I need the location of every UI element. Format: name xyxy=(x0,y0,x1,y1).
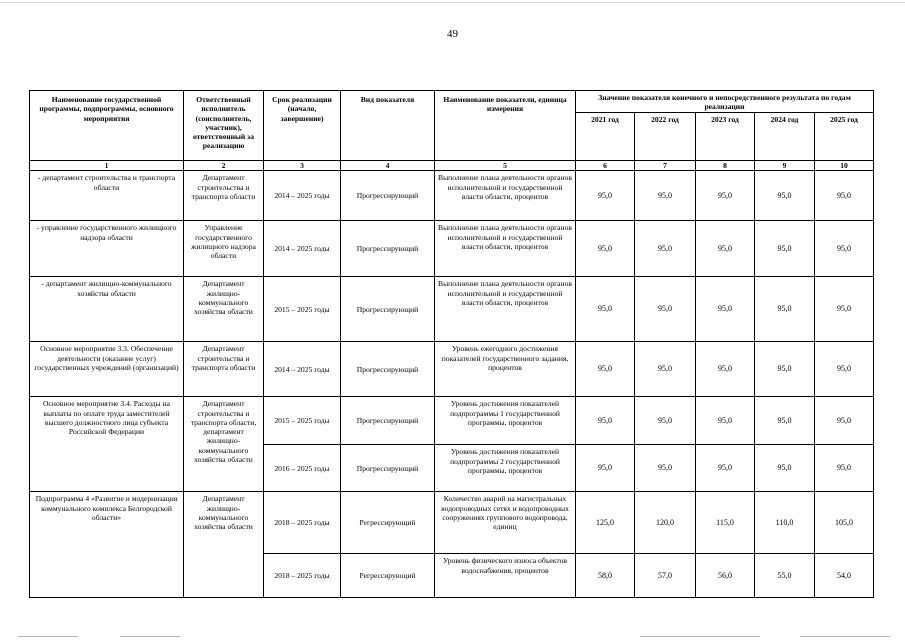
row-period: 2018 – 2025 годы xyxy=(264,554,341,598)
row-value: 95,0 xyxy=(755,171,815,221)
row-period: 2015 – 2025 годы xyxy=(264,277,341,342)
header-year: 2021 год xyxy=(576,113,635,161)
row-type: Прогрессирующий xyxy=(341,445,435,492)
row-value: 95,0 xyxy=(815,445,874,492)
row-value: 55,0 xyxy=(755,554,815,598)
scan-artifact-bottom xyxy=(18,636,78,637)
row-value: 95,0 xyxy=(576,342,635,397)
row-value: 95,0 xyxy=(696,397,755,445)
column-number: 1 xyxy=(30,161,184,171)
row-name: - управление государственного жилищного надзора области xyxy=(30,221,184,277)
header-period: Срок реализации (начало, завершение) xyxy=(264,91,341,161)
row-value: 95,0 xyxy=(815,342,874,397)
header-year: 2022 год xyxy=(635,113,696,161)
header-row-1 xyxy=(30,91,874,113)
row-value: 95,0 xyxy=(696,277,755,342)
row-name: - департамент жилищно-коммунального хозяйства области xyxy=(30,277,184,342)
row-value: 115,0 xyxy=(696,492,755,554)
header-name: Наименование государственной программы, подпрограммы, основного мероприятия xyxy=(30,91,184,161)
row-type: Регрессирующий xyxy=(341,554,435,598)
row-value: 95,0 xyxy=(755,445,815,492)
row-value: 95,0 xyxy=(635,171,696,221)
column-number: 8 xyxy=(696,161,755,171)
page-number: 49 xyxy=(447,28,458,40)
row-value: 95,0 xyxy=(576,277,635,342)
table-row xyxy=(30,277,874,342)
column-number: 2 xyxy=(184,161,264,171)
row-value: 95,0 xyxy=(755,342,815,397)
table-row xyxy=(30,171,874,221)
row-value: 105,0 xyxy=(815,492,874,554)
row-period: 2016 – 2025 годы xyxy=(264,445,341,492)
column-number: 3 xyxy=(264,161,341,171)
row-value: 110,0 xyxy=(755,492,815,554)
row-value: 95,0 xyxy=(815,397,874,445)
row-value: 95,0 xyxy=(815,277,874,342)
row-indicator: Уровень ежегодного достижения показателей государственного задания, процентов xyxy=(435,342,576,397)
row-type: Прогрессирующий xyxy=(341,277,435,342)
row-executor: Департамент строительства и транспорта области xyxy=(184,342,264,397)
column-number-row xyxy=(30,161,874,171)
row-period: 2014 – 2025 годы xyxy=(264,221,341,277)
column-number: 10 xyxy=(815,161,874,171)
header-indicator-type: Вид показателя xyxy=(341,91,435,161)
table-row xyxy=(30,342,874,397)
row-indicator: Количество аварий на магистральных водопроводных сетях и водопроводных сооружениях группового водопровода, единиц xyxy=(435,492,576,554)
row-indicator: Уровень достижения показателей подпрограммы 2 государственной программы, процентов xyxy=(435,445,576,492)
row-value: 95,0 xyxy=(696,445,755,492)
row-name: - департамент строительства и транспорта области xyxy=(30,171,184,221)
row-type: Прогрессирующий xyxy=(341,342,435,397)
column-number: 9 xyxy=(755,161,815,171)
row-name: Основное мероприятие 3.4. Расходы на выплаты по оплате труда заместителей высшего должностного лица субъекта Российской Федерации xyxy=(30,397,184,492)
scan-artifact-bottom xyxy=(800,636,890,637)
header-indicator-name: Наименование показатели, единица измерения xyxy=(435,91,576,161)
header-year: 2023 год xyxy=(696,113,755,161)
row-value: 95,0 xyxy=(696,342,755,397)
scan-artifact-bottom xyxy=(120,636,180,637)
row-executor: Департамент строительства и транспорта области, департамент жилищно-коммунального хозяйства области xyxy=(184,397,264,492)
row-executor: Управление государственного жилищного надзора области xyxy=(184,221,264,277)
row-value: 95,0 xyxy=(576,445,635,492)
column-number: 4 xyxy=(341,161,435,171)
scan-artifact-top xyxy=(0,2,905,3)
row-value: 95,0 xyxy=(576,221,635,277)
row-value: 95,0 xyxy=(815,171,874,221)
row-period: 2018 – 2025 годы xyxy=(264,492,341,554)
row-indicator: Выполнение плана деятельности органов исполнительной и государственной власти области, процентов xyxy=(435,277,576,342)
row-value: 120,0 xyxy=(635,492,696,554)
header-year: 2024 год xyxy=(755,113,815,161)
row-value: 95,0 xyxy=(755,221,815,277)
row-value: 95,0 xyxy=(755,397,815,445)
row-executor: Департамент строительства и транспорта области xyxy=(184,171,264,221)
row-value: 95,0 xyxy=(635,221,696,277)
row-value: 95,0 xyxy=(696,171,755,221)
scan-artifact-bottom xyxy=(640,636,760,637)
row-indicator: Уровень физического износа объектов водоснабжения, процентов xyxy=(435,554,576,598)
row-name: Основное мероприятие 3.3. Обеспечение деятельности (оказание услуг) государственных учреждений (организаций) xyxy=(30,342,184,397)
row-indicator: Уровень достижения показателей подпрограммы 1 государственной программы, процентов xyxy=(435,397,576,445)
row-value: 56,0 xyxy=(696,554,755,598)
row-value: 57,0 xyxy=(635,554,696,598)
row-value: 95,0 xyxy=(755,277,815,342)
header-values-group: Значение показателя конечного и непосредственного результата по годам реализации xyxy=(576,91,874,113)
table-row xyxy=(30,397,874,445)
indicators-table xyxy=(29,90,874,598)
row-executor: Департамент жилищно-коммунального хозяйства области xyxy=(184,277,264,342)
column-number: 5 xyxy=(435,161,576,171)
row-type: Прогрессирующий xyxy=(341,171,435,221)
row-value: 95,0 xyxy=(815,221,874,277)
column-number: 6 xyxy=(576,161,635,171)
row-indicator: Выполнение плана деятельности органов исполнительной и государственной власти области, процентов xyxy=(435,221,576,277)
row-value: 95,0 xyxy=(635,277,696,342)
row-indicator: Выполнение плана деятельности органов исполнительной и государственной власти области, процентов xyxy=(435,171,576,221)
table-row xyxy=(30,221,874,277)
row-value: 58,0 xyxy=(576,554,635,598)
table-row xyxy=(30,492,874,554)
row-type: Прогрессирующий xyxy=(341,221,435,277)
row-value: 95,0 xyxy=(576,397,635,445)
row-period: 2014 – 2025 годы xyxy=(264,342,341,397)
row-type: Прогрессирующий xyxy=(341,397,435,445)
row-value: 95,0 xyxy=(635,445,696,492)
row-period: 2014 – 2025 годы xyxy=(264,171,341,221)
row-value: 95,0 xyxy=(635,342,696,397)
header-year: 2025 год xyxy=(815,113,874,161)
row-value: 54,0 xyxy=(815,554,874,598)
row-value: 95,0 xyxy=(635,397,696,445)
row-executor: Департамент жилищно-коммунального хозяйства области xyxy=(184,492,264,598)
header-executor: Ответственный исполнитель (соисполнитель, участник), ответственный за реализацию xyxy=(184,91,264,161)
row-type: Регрессирующий xyxy=(341,492,435,554)
row-value: 95,0 xyxy=(696,221,755,277)
row-period: 2015 – 2025 годы xyxy=(264,397,341,445)
column-number: 7 xyxy=(635,161,696,171)
row-value: 95,0 xyxy=(576,171,635,221)
row-value: 125,0 xyxy=(576,492,635,554)
row-name: Подпрограмма 4 «Развитие и модернизация коммунального комплекса Белгородской области» xyxy=(30,492,184,598)
